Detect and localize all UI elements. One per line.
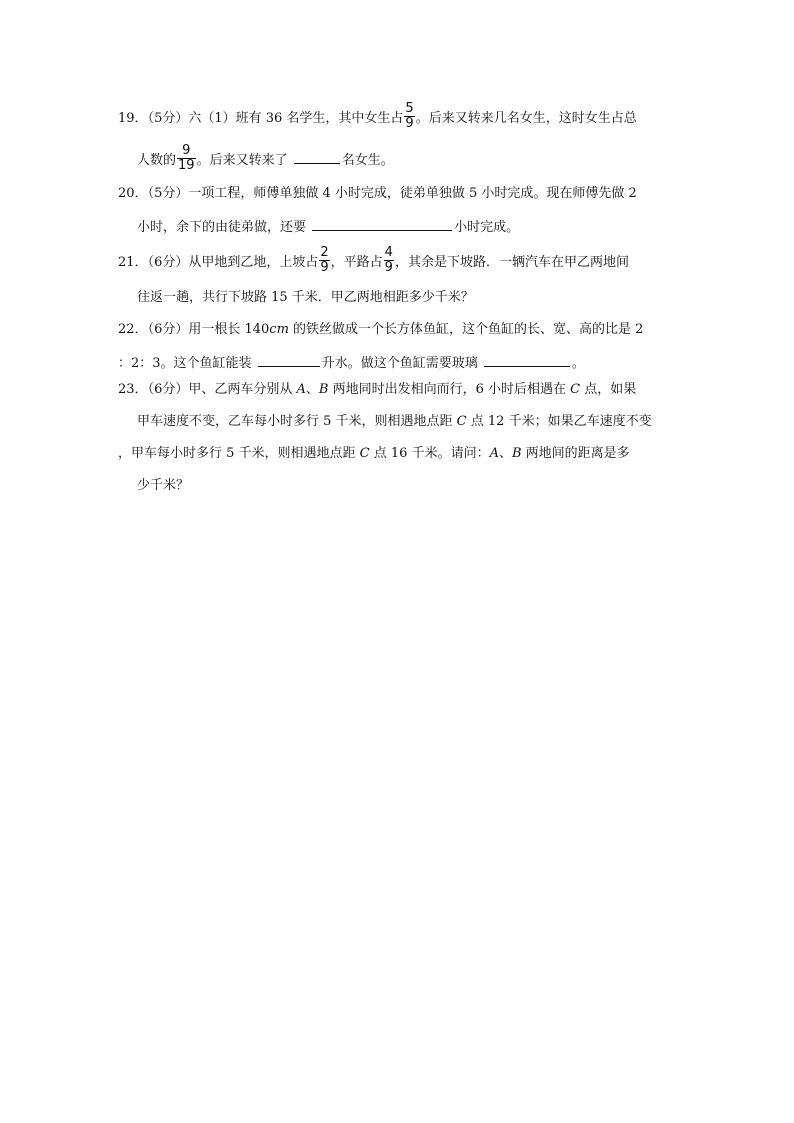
question-points: （5分） [147, 186, 189, 201]
separator: 、 [305, 382, 319, 397]
point-a: A [296, 382, 306, 397]
fraction: $\frac{5}{9}$ [405, 101, 414, 131]
question-text: 一项工程，师傅单独做 4 小时完成，徒弟单独做 5 小时完成。现在师傅先做 2 [188, 186, 637, 201]
question-20: 20．（5分）一项工程，师傅单独做 4 小时完成，徒弟单独做 5 小时完成。现在师傅先做 2 小时，余下的由徒弟做，还要 小时完成。 [118, 186, 637, 235]
question-text: ，甲车每小时多行 5 千米，则相遇地点距 [118, 446, 360, 461]
unit-cm: cm [269, 322, 289, 337]
question-text: 往返一趟，共行下坡路 15 千米．甲乙两地相距多少千米？ [137, 290, 474, 305]
question-text: 两地间的距离是多 [521, 446, 630, 461]
fraction: $\frac{4}{9}$ [384, 245, 393, 275]
question-22: 22．（6分）用一根长 140cm 的铁丝做成一个长方体鱼缸，这个鱼缸的长、宽、高的比是 2 ：2：3。这个鱼缸能装 升水。做这个鱼缸需要玻璃 。 [118, 322, 644, 371]
question-text: 从甲地到乙地，上坡占 [188, 255, 319, 270]
point-c: C [456, 414, 467, 429]
question-text: 点 16 千米。请问： [369, 446, 490, 461]
question-number: 22 [118, 322, 135, 337]
question-text: ：2：3。这个鱼缸能装 [118, 356, 252, 371]
question-text: 名女生。 [341, 153, 394, 168]
question-text: 。后来又转来几名女生，这时女生占总 [415, 111, 637, 126]
answer-blank[interactable] [294, 149, 340, 164]
question-number: 20 [118, 186, 135, 201]
answer-blank[interactable] [312, 216, 452, 231]
question-points: （6分） [147, 382, 189, 397]
question-text: ，平路占 [330, 255, 383, 270]
question-text: 六（1）班有 36 名学生，其中女生占 [188, 111, 404, 126]
question-text: 。后来又转来了 [196, 153, 288, 168]
question-text: 两地同时出发相向而行，6 小时后相遇在 [328, 382, 571, 397]
question-points: （5分） [147, 111, 189, 126]
question-23: 23．（6分）甲、乙两车分别从 A、B 两地同时出发相向而行，6 小时后相遇在 C 点，如果 甲车速度不变，乙车每小时多行 5 千米，则相遇地点距 C 点 12 千米；如果乙车速度不变 ，甲车每小时多行 5 千米，则相遇地点距 C 点 16 千米。请问：A、B 两地间的距离是多 少千米？ [118, 382, 652, 493]
question-text: 人数的 [137, 153, 177, 168]
question-text: 点，如果 [580, 382, 637, 397]
fraction: $\frac{9}{19}$ [178, 143, 195, 173]
point-c: C [570, 382, 581, 397]
question-text: 升水。做这个鱼缸需要玻璃 [321, 356, 478, 371]
question-text: 甲车速度不变，乙车每小时多行 5 千米，则相遇地点距 [137, 414, 457, 429]
question-19: 19．（5分）六（1）班有 36 名学生，其中女生占 $\frac{5}{9}$ 。后来又转来几名女生，这时女生占总 人数的 $\frac{9}{19}$ 。后来又转来了 名女生。 [118, 101, 637, 173]
question-text: 的铁丝做成一个长方体鱼缸，这个鱼缸的长、宽、高的比是 2 [288, 322, 644, 337]
question-text: 用一根长 140 [188, 322, 270, 337]
point-c: C [359, 446, 370, 461]
separator: 、 [498, 446, 512, 461]
question-text: 少千米？ [137, 478, 190, 493]
question-text: 甲、乙两车分别从 [188, 382, 297, 397]
point-b: B [318, 382, 329, 397]
question-points: （6分） [147, 322, 189, 337]
question-text: 。 [571, 356, 585, 371]
question-points: （6分） [147, 255, 189, 270]
answer-blank[interactable] [258, 352, 320, 367]
question-text: ，其余是下坡路．一辆汽车在甲乙两地间 [394, 255, 629, 270]
question-21: 21．（6分）从甲地到乙地，上坡占 $\frac{2}{9}$ ，平路占 $\frac{4}{9}$ ，其余是下坡路．一辆汽车在甲乙两地间 往返一趟，共行下坡路 15 千米．甲乙两地相距多少千米？ [118, 245, 629, 305]
point-a: A [489, 446, 499, 461]
question-number: 21 [118, 255, 135, 270]
answer-blank[interactable] [484, 352, 570, 367]
point-b: B [511, 446, 522, 461]
question-number: 23 [118, 382, 135, 397]
question-number: 19 [118, 111, 135, 126]
question-text: 小时完成。 [454, 220, 520, 235]
question-text: 小时，余下的由徒弟做，还要 [137, 220, 307, 235]
question-text: 点 12 千米；如果乙车速度不变 [466, 414, 652, 429]
fraction: $\frac{2}{9}$ [320, 245, 329, 275]
